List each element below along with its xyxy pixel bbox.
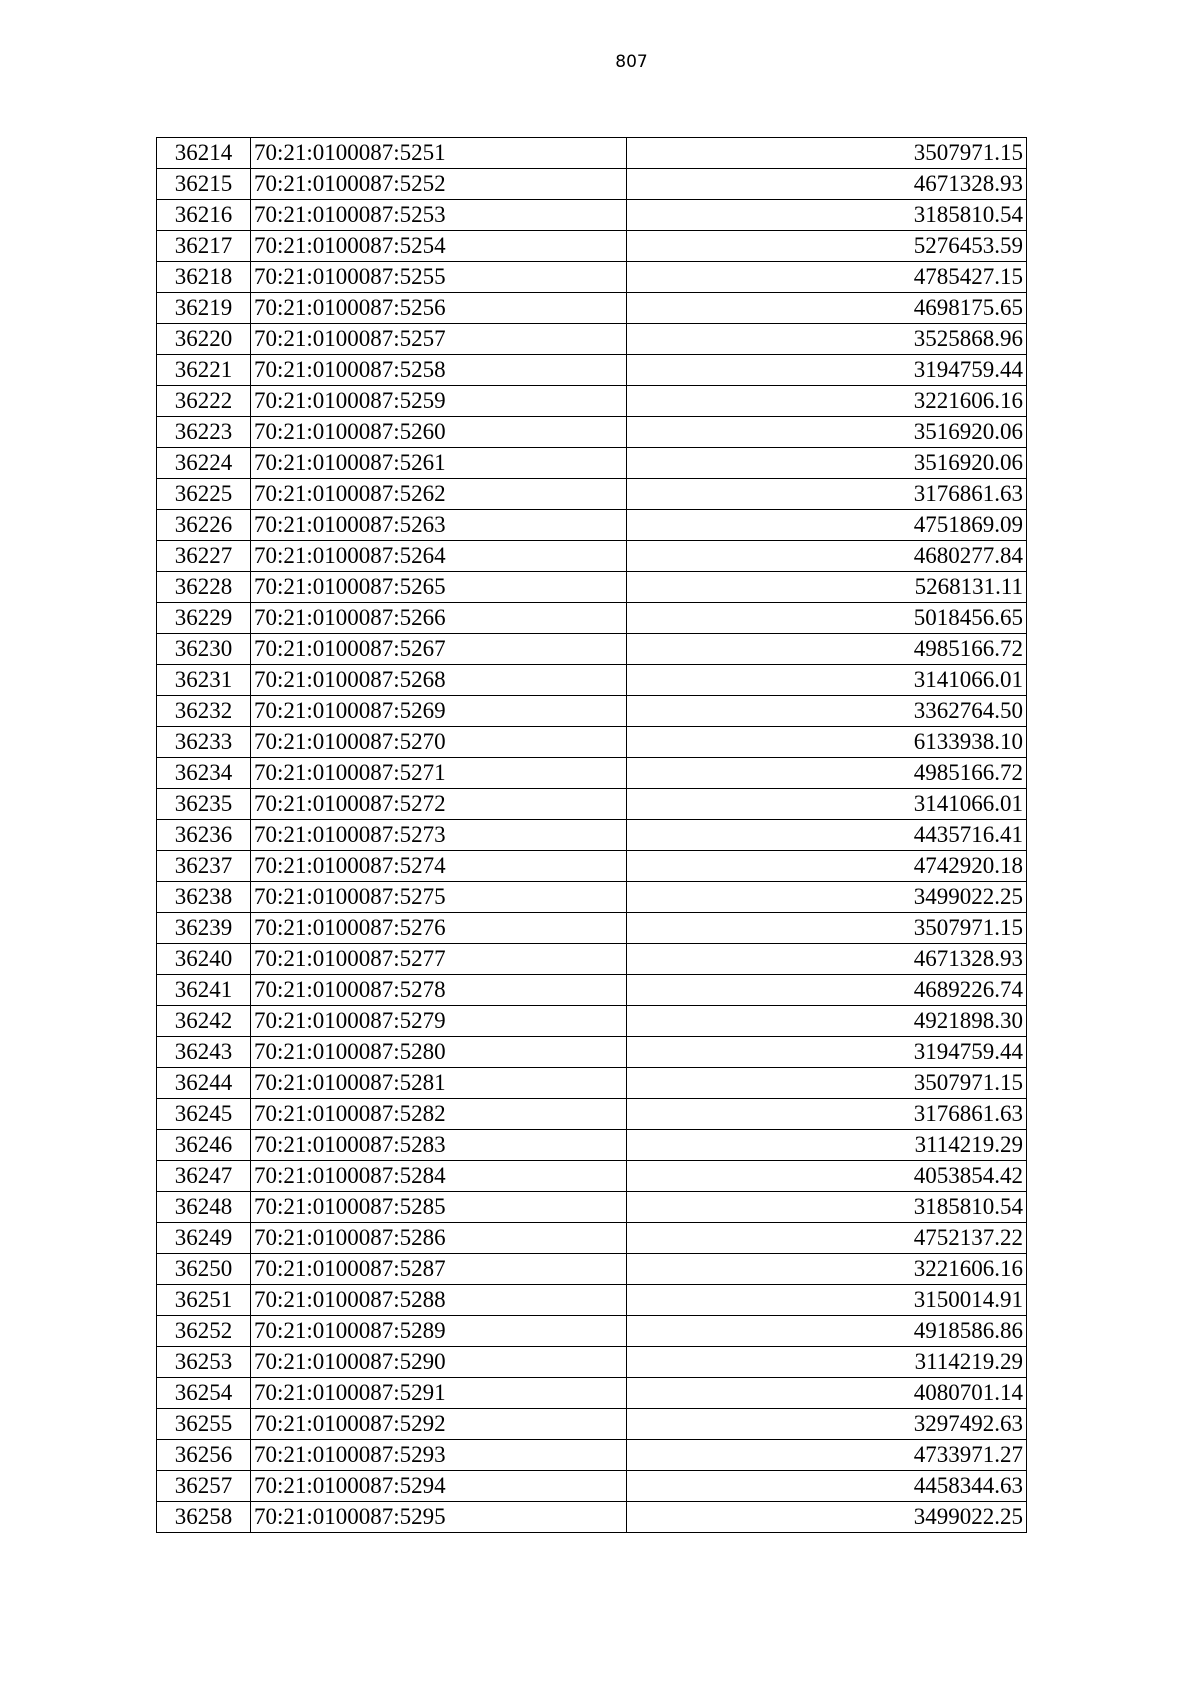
table-row [157, 1409, 1027, 1440]
table-row [157, 479, 1027, 510]
cadastral-value-cell: 3141066.01 [627, 665, 1027, 696]
cadastral-number-cell: 70:21:0100087:5256 [251, 293, 627, 324]
cadastral-number-cell: 70:21:0100087:5258 [251, 355, 627, 386]
row-number-cell: 36216 [157, 200, 251, 231]
row-number-cell: 36252 [157, 1316, 251, 1347]
cadastral-number-cell: 70:21:0100087:5269 [251, 696, 627, 727]
row-number-cell: 36237 [157, 851, 251, 882]
cadastral-number-cell: 70:21:0100087:5282 [251, 1099, 627, 1130]
cadastral-value-cell: 4985166.72 [627, 634, 1027, 665]
cadastral-value-cell: 3362764.50 [627, 696, 1027, 727]
cadastral-value-cell: 4053854.42 [627, 1161, 1027, 1192]
cadastral-value-cell: 3141066.01 [627, 789, 1027, 820]
cadastral-number-cell: 70:21:0100087:5276 [251, 913, 627, 944]
row-number-cell: 36256 [157, 1440, 251, 1471]
row-number-cell: 36218 [157, 262, 251, 293]
cadastral-number-cell: 70:21:0100087:5257 [251, 324, 627, 355]
row-number-cell: 36233 [157, 727, 251, 758]
cadastral-value-cell: 3499022.25 [627, 1502, 1027, 1533]
cadastral-value-cell: 4985166.72 [627, 758, 1027, 789]
row-number-cell: 36248 [157, 1192, 251, 1223]
cadastral-number-cell: 70:21:0100087:5264 [251, 541, 627, 572]
row-number-cell: 36253 [157, 1347, 251, 1378]
cadastral-number-cell: 70:21:0100087:5255 [251, 262, 627, 293]
cadastral-value-cell: 3176861.63 [627, 479, 1027, 510]
cadastral-value-cell: 3176861.63 [627, 1099, 1027, 1130]
table-row [157, 355, 1027, 386]
cadastral-number-cell: 70:21:0100087:5277 [251, 944, 627, 975]
table-body [157, 138, 1027, 1533]
table-row [157, 1347, 1027, 1378]
cadastral-value-cell: 3221606.16 [627, 1254, 1027, 1285]
row-number-cell: 36249 [157, 1223, 251, 1254]
cadastral-value-cell: 3194759.44 [627, 355, 1027, 386]
row-number-cell: 36242 [157, 1006, 251, 1037]
row-number-cell: 36234 [157, 758, 251, 789]
cadastral-value-cell: 4742920.18 [627, 851, 1027, 882]
table-row [157, 665, 1027, 696]
cadastral-value-cell: 3114219.29 [627, 1130, 1027, 1161]
row-number-cell: 36230 [157, 634, 251, 665]
table-row [157, 169, 1027, 200]
row-number-cell: 36241 [157, 975, 251, 1006]
cadastral-number-cell: 70:21:0100087:5260 [251, 417, 627, 448]
table-row [157, 293, 1027, 324]
cadastral-value-cell: 4435716.41 [627, 820, 1027, 851]
cadastral-number-cell: 70:21:0100087:5253 [251, 200, 627, 231]
cadastral-number-cell: 70:21:0100087:5284 [251, 1161, 627, 1192]
cadastral-value-cell: 3185810.54 [627, 200, 1027, 231]
table-row [157, 696, 1027, 727]
table-row [157, 1130, 1027, 1161]
row-number-cell: 36250 [157, 1254, 251, 1285]
cadastral-value-cell: 5268131.11 [627, 572, 1027, 603]
cadastral-number-cell: 70:21:0100087:5268 [251, 665, 627, 696]
cadastral-value-cell: 3516920.06 [627, 448, 1027, 479]
table-row [157, 975, 1027, 1006]
table-row [157, 851, 1027, 882]
cadastral-number-cell: 70:21:0100087:5287 [251, 1254, 627, 1285]
cadastral-number-cell: 70:21:0100087:5261 [251, 448, 627, 479]
table-row [157, 448, 1027, 479]
row-number-cell: 36245 [157, 1099, 251, 1130]
cadastral-number-cell: 70:21:0100087:5294 [251, 1471, 627, 1502]
cadastral-number-cell: 70:21:0100087:5275 [251, 882, 627, 913]
row-number-cell: 36239 [157, 913, 251, 944]
table-row [157, 1192, 1027, 1223]
table-row [157, 1068, 1027, 1099]
cadastral-number-cell: 70:21:0100087:5271 [251, 758, 627, 789]
cadastral-value-cell: 4689226.74 [627, 975, 1027, 1006]
table-row [157, 541, 1027, 572]
table-row [157, 1161, 1027, 1192]
cadastral-number-cell: 70:21:0100087:5279 [251, 1006, 627, 1037]
row-number-cell: 36238 [157, 882, 251, 913]
row-number-cell: 36240 [157, 944, 251, 975]
table-row [157, 944, 1027, 975]
cadastral-number-cell: 70:21:0100087:5286 [251, 1223, 627, 1254]
cadastral-value-cell: 3507971.15 [627, 138, 1027, 169]
cadastral-value-cell: 3507971.15 [627, 1068, 1027, 1099]
row-number-cell: 36225 [157, 479, 251, 510]
row-number-cell: 36255 [157, 1409, 251, 1440]
cadastral-value-cell: 3194759.44 [627, 1037, 1027, 1068]
cadastral-number-cell: 70:21:0100087:5273 [251, 820, 627, 851]
cadastral-number-cell: 70:21:0100087:5281 [251, 1068, 627, 1099]
table-row [157, 324, 1027, 355]
table-row [157, 572, 1027, 603]
row-number-cell: 36219 [157, 293, 251, 324]
cadastral-value-cell: 4080701.14 [627, 1378, 1027, 1409]
row-number-cell: 36217 [157, 231, 251, 262]
row-number-cell: 36243 [157, 1037, 251, 1068]
row-number-cell: 36224 [157, 448, 251, 479]
table-row [157, 758, 1027, 789]
table-row [157, 417, 1027, 448]
cadastral-value-cell: 5276453.59 [627, 231, 1027, 262]
cadastral-value-cell: 4671328.93 [627, 169, 1027, 200]
table-row [157, 820, 1027, 851]
cadastral-number-cell: 70:21:0100087:5270 [251, 727, 627, 758]
cadastral-value-cell: 3516920.06 [627, 417, 1027, 448]
cadastral-number-cell: 70:21:0100087:5291 [251, 1378, 627, 1409]
cadastral-value-cell: 4752137.22 [627, 1223, 1027, 1254]
cadastral-value-cell: 4698175.65 [627, 293, 1027, 324]
table-row [157, 1471, 1027, 1502]
cadastral-value-cell: 3297492.63 [627, 1409, 1027, 1440]
row-number-cell: 36221 [157, 355, 251, 386]
table-row [157, 913, 1027, 944]
cadastral-number-cell: 70:21:0100087:5295 [251, 1502, 627, 1533]
page-number: 807 [615, 52, 648, 72]
row-number-cell: 36251 [157, 1285, 251, 1316]
cadastral-number-cell: 70:21:0100087:5267 [251, 634, 627, 665]
cadastral-number-cell: 70:21:0100087:5293 [251, 1440, 627, 1471]
cadastral-value-cell: 4921898.30 [627, 1006, 1027, 1037]
table-row [157, 1316, 1027, 1347]
row-number-cell: 36257 [157, 1471, 251, 1502]
table-row [157, 1254, 1027, 1285]
row-number-cell: 36247 [157, 1161, 251, 1192]
row-number-cell: 36235 [157, 789, 251, 820]
table-row [157, 510, 1027, 541]
cadastral-number-cell: 70:21:0100087:5280 [251, 1037, 627, 1068]
row-number-cell: 36254 [157, 1378, 251, 1409]
cadastral-value-table [156, 137, 1027, 1533]
row-number-cell: 36222 [157, 386, 251, 417]
table-row [157, 603, 1027, 634]
row-number-cell: 36258 [157, 1502, 251, 1533]
cadastral-number-cell: 70:21:0100087:5252 [251, 169, 627, 200]
cadastral-number-cell: 70:21:0100087:5263 [251, 510, 627, 541]
table-row [157, 386, 1027, 417]
cadastral-value-cell: 4751869.09 [627, 510, 1027, 541]
row-number-cell: 36244 [157, 1068, 251, 1099]
cadastral-number-cell: 70:21:0100087:5285 [251, 1192, 627, 1223]
cadastral-number-cell: 70:21:0100087:5274 [251, 851, 627, 882]
cadastral-number-cell: 70:21:0100087:5272 [251, 789, 627, 820]
table-row [157, 1037, 1027, 1068]
row-number-cell: 36220 [157, 324, 251, 355]
cadastral-number-cell: 70:21:0100087:5259 [251, 386, 627, 417]
cadastral-value-cell: 4671328.93 [627, 944, 1027, 975]
cadastral-value-cell: 3525868.96 [627, 324, 1027, 355]
row-number-cell: 36214 [157, 138, 251, 169]
row-number-cell: 36215 [157, 169, 251, 200]
cadastral-number-cell: 70:21:0100087:5265 [251, 572, 627, 603]
row-number-cell: 36236 [157, 820, 251, 851]
cadastral-value-cell: 3114219.29 [627, 1347, 1027, 1378]
row-number-cell: 36231 [157, 665, 251, 696]
cadastral-value-cell: 3499022.25 [627, 882, 1027, 913]
cadastral-number-cell: 70:21:0100087:5290 [251, 1347, 627, 1378]
table-row [157, 262, 1027, 293]
cadastral-number-cell: 70:21:0100087:5289 [251, 1316, 627, 1347]
table-row [157, 1502, 1027, 1533]
row-number-cell: 36228 [157, 572, 251, 603]
cadastral-value-cell: 6133938.10 [627, 727, 1027, 758]
cadastral-value-cell: 3150014.91 [627, 1285, 1027, 1316]
cadastral-value-cell: 4458344.63 [627, 1471, 1027, 1502]
table-row [157, 1099, 1027, 1130]
cadastral-number-cell: 70:21:0100087:5288 [251, 1285, 627, 1316]
cadastral-number-cell: 70:21:0100087:5278 [251, 975, 627, 1006]
cadastral-value-cell: 5018456.65 [627, 603, 1027, 634]
table-row [157, 200, 1027, 231]
cadastral-value-cell: 4785427.15 [627, 262, 1027, 293]
table-row [157, 1223, 1027, 1254]
table-row [157, 882, 1027, 913]
table-row [157, 231, 1027, 262]
cadastral-value-cell: 4918586.86 [627, 1316, 1027, 1347]
cadastral-number-cell: 70:21:0100087:5292 [251, 1409, 627, 1440]
row-number-cell: 36246 [157, 1130, 251, 1161]
table-row [157, 634, 1027, 665]
row-number-cell: 36223 [157, 417, 251, 448]
row-number-cell: 36226 [157, 510, 251, 541]
table-row [157, 1440, 1027, 1471]
table-row [157, 138, 1027, 169]
cadastral-number-cell: 70:21:0100087:5254 [251, 231, 627, 262]
table-row [157, 727, 1027, 758]
table-row [157, 1378, 1027, 1409]
cadastral-number-cell: 70:21:0100087:5251 [251, 138, 627, 169]
cadastral-value-cell: 4733971.27 [627, 1440, 1027, 1471]
cadastral-number-cell: 70:21:0100087:5262 [251, 479, 627, 510]
table-row [157, 789, 1027, 820]
cadastral-number-cell: 70:21:0100087:5266 [251, 603, 627, 634]
cadastral-value-cell: 4680277.84 [627, 541, 1027, 572]
cadastral-value-cell: 3507971.15 [627, 913, 1027, 944]
row-number-cell: 36227 [157, 541, 251, 572]
cadastral-value-cell: 3185810.54 [627, 1192, 1027, 1223]
table-row [157, 1006, 1027, 1037]
table-row [157, 1285, 1027, 1316]
row-number-cell: 36229 [157, 603, 251, 634]
cadastral-value-cell: 3221606.16 [627, 386, 1027, 417]
row-number-cell: 36232 [157, 696, 251, 727]
cadastral-number-cell: 70:21:0100087:5283 [251, 1130, 627, 1161]
